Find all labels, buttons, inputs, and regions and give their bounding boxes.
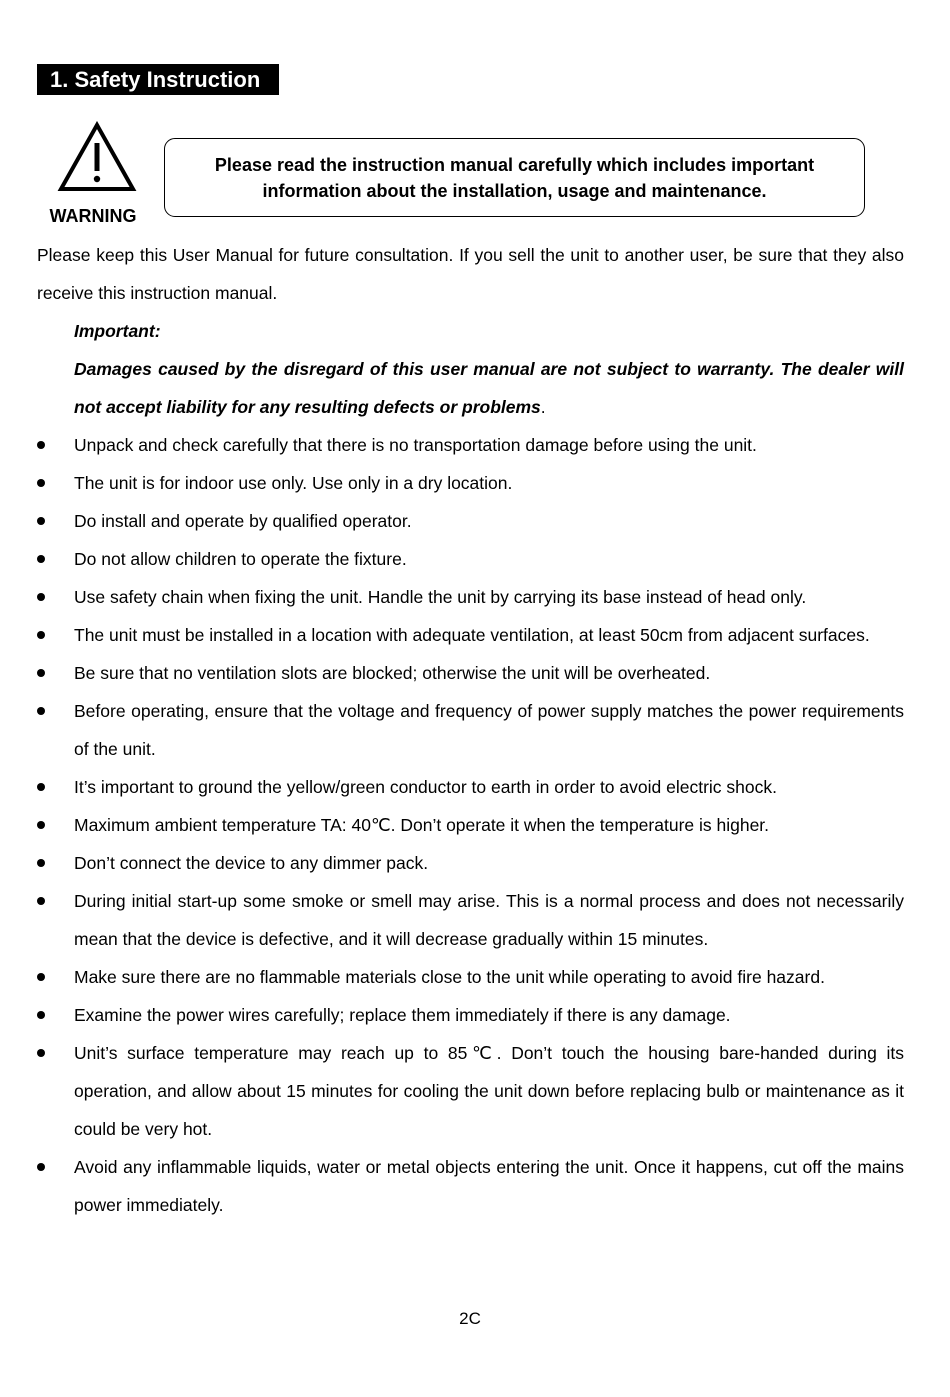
list-item — [0, 958, 904, 996]
bullet-icon — [37, 821, 45, 829]
bullet-icon — [37, 897, 45, 905]
notice-text: Please read the instruction manual carefully which includes important information about the installation, usage and maintenance. — [214, 154, 815, 201]
important-body — [74, 350, 904, 426]
list-item-text: Do not allow children to operate the fixture. — [74, 549, 407, 569]
bullet-icon — [37, 517, 45, 525]
section-title: 1. Safety Instruction — [37, 64, 279, 95]
list-item-text: Examine the power wires carefully; replace them immediately if there is any damage. — [74, 1005, 731, 1025]
warning-triangle-icon — [57, 121, 137, 193]
list-item-text: Do install and operate by qualified operator. — [74, 511, 412, 531]
list-item — [0, 502, 904, 540]
bullet-icon — [37, 1011, 45, 1019]
list-item-text: Avoid any inflammable liquids, water or metal objects entering the unit. Once it happens, cut off the mains power immediately. — [74, 1157, 904, 1215]
list-item — [0, 464, 904, 502]
list-item-text: Before operating, ensure that the voltage and frequency of power supply matches the power requirements of the unit. — [74, 701, 904, 759]
bullet-icon — [37, 479, 45, 487]
bullet-icon — [37, 631, 45, 639]
bullet-icon — [37, 1049, 45, 1057]
list-item — [0, 882, 904, 958]
list-item — [0, 540, 904, 578]
list-item-text: The unit must be installed in a location with adequate ventilation, at least 50cm from adjacent surfaces. — [74, 625, 870, 645]
list-item — [0, 844, 904, 882]
important-body-text: Damages caused by the disregard of this user manual are not subject to warranty. The dealer will not accept liability for any resulting defects or problems — [74, 359, 904, 417]
list-item-text: The unit is for indoor use only. Use only in a dry location. — [74, 473, 513, 493]
bullet-icon — [37, 707, 45, 715]
notice-box — [164, 138, 865, 217]
list-item — [0, 578, 904, 616]
bullet-icon — [37, 669, 45, 677]
list-item-text: Unpack and check carefully that there is no transportation damage before using the unit. — [74, 435, 757, 455]
list-item-text: Maximum ambient temperature TA: 40℃. Don’t operate it when the temperature is higher. — [74, 815, 770, 835]
list-item — [0, 806, 904, 844]
list-item — [0, 616, 904, 654]
list-item-text: Make sure there are no flammable materials close to the unit while operating to avoid fire hazard. — [74, 967, 825, 987]
bullet-icon — [37, 593, 45, 601]
bullet-icon — [37, 441, 45, 449]
list-item-text: Use safety chain when fixing the unit. Handle the unit by carrying its base instead of head only. — [74, 587, 807, 607]
list-item — [0, 692, 904, 768]
list-item — [0, 1148, 904, 1224]
list-item — [0, 768, 904, 806]
list-item — [0, 426, 904, 464]
list-item-text: It’s important to ground the yellow/green conductor to earth in order to avoid electric shock. — [74, 777, 777, 797]
bullet-icon — [37, 783, 45, 791]
list-item — [0, 654, 904, 692]
list-item-text: Be sure that no ventilation slots are blocked; otherwise the unit will be overheated. — [74, 663, 711, 683]
list-item-text: During initial start-up some smoke or smell may arise. This is a normal process and does not necessarily mean that the device is defective, and it will decrease gradually within 15 minutes. — [74, 891, 904, 949]
page-number: 2C — [459, 1309, 481, 1328]
bullet-icon — [37, 859, 45, 867]
bullet-icon — [37, 555, 45, 563]
bullet-icon — [37, 973, 45, 981]
list-item — [0, 996, 904, 1034]
important-body-end: . — [540, 397, 546, 417]
list-item-text: Don’t connect the device to any dimmer pack. — [74, 853, 429, 873]
list-item — [0, 1034, 904, 1148]
important-heading: Important: — [74, 321, 161, 341]
list-item-text: Unit’s surface temperature may reach up to 85℃. Don’t touch the housing bare-handed during its operation, and allow about 15 minutes for cooling the unit down before replacing bulb or maintenance as it could be very hot. — [74, 1043, 904, 1139]
warning-label: WARNING — [49, 206, 137, 226]
intro-paragraph: Please keep this User Manual for future consultation. If you sell the unit to another user, be sure that they also receive this instruction manual. — [37, 245, 904, 303]
bullet-icon — [37, 1163, 45, 1171]
safety-bullet-list — [0, 426, 950, 1224]
